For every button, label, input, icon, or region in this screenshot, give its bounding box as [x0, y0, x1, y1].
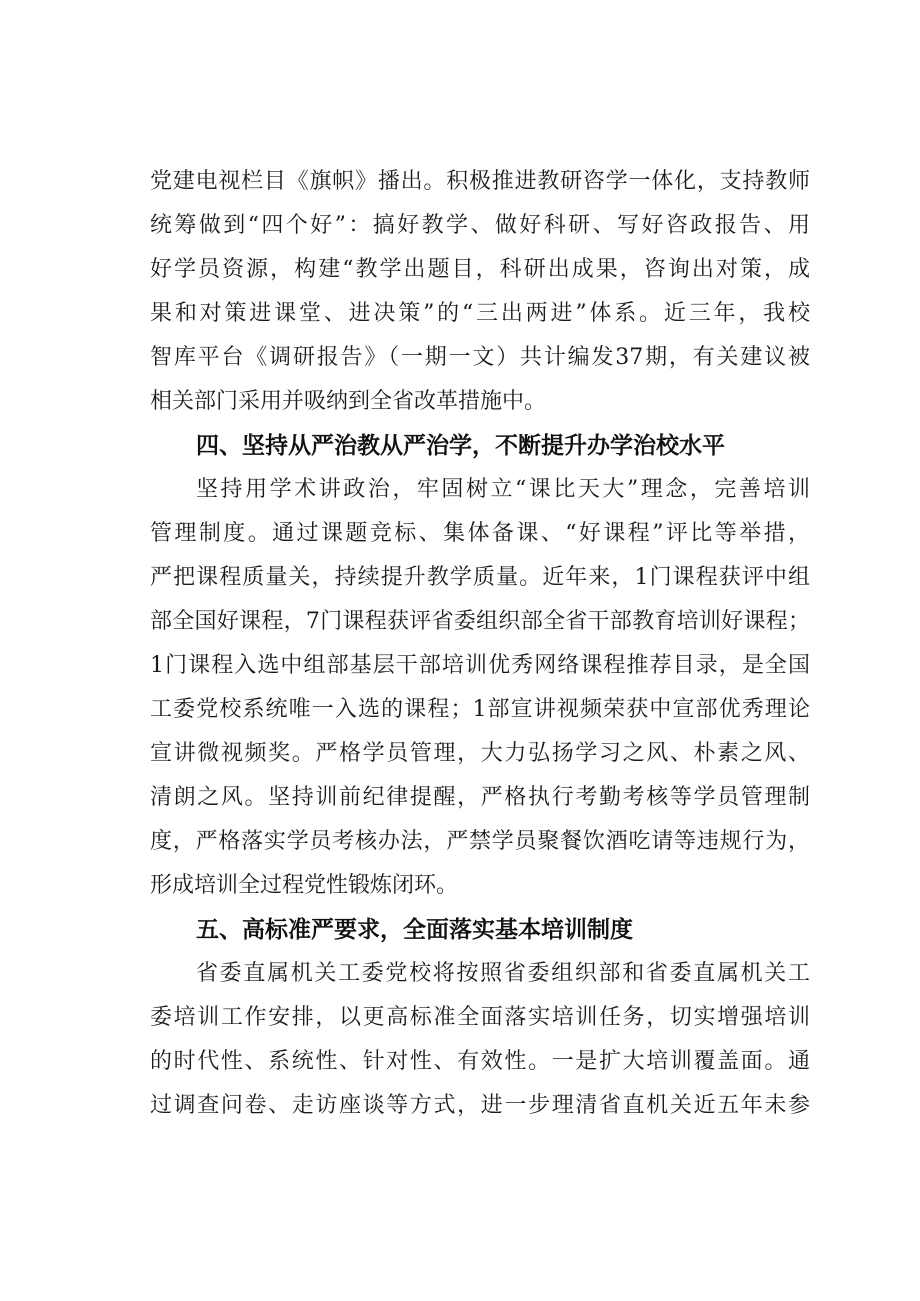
body-line: 过调查问卷、走访座谈等方式，进一步理清省直机关近五年未参 — [150, 1093, 810, 1118]
body-line: 果和对策进课堂、进决策”的“三出两进”体系。近三年，我校 — [150, 301, 810, 326]
body-line: 省委直属机关工委党校将按照省委组织部和省委直属机关工 — [196, 961, 810, 986]
body-line: 好学员资源，构建“教学出题目，科研出成果，咨询出对策，成 — [150, 257, 810, 282]
body-line: 党建电视栏目《旗帜》播出。积极推进教研咨学一体化，支持教师 — [150, 169, 810, 194]
body-line: 工委党校系统唯一入选的课程；1部宣讲视频荣获中宣部优秀理论 — [150, 697, 810, 722]
section-heading-4: 四、坚持从严治教从严治学，不断提升办学治校水平 — [196, 433, 725, 459]
body-line: 严把课程质量关，持续提升教学质量。近年来，1门课程获评中组 — [150, 565, 810, 590]
body-line: 部全国好课程，7门课程获评省委组织部全省干部教育培训好课程； — [150, 609, 810, 634]
body-line: 形成培训全过程党性锻炼闭环。 — [150, 873, 459, 898]
body-line: 管理制度。通过课题竞标、集体备课、“好课程”评比等举措， — [150, 521, 810, 546]
body-line: 委培训工作安排，以更高标准全面落实培训任务，切实增强培训 — [150, 1005, 810, 1030]
section-heading-5: 五、高标准严要求，全面落实基本培训制度 — [196, 917, 633, 943]
body-line: 的时代性、系统性、针对性、有效性。一是扩大培训覆盖面。通 — [150, 1049, 810, 1074]
body-line: 度，严格落实学员考核办法，严禁学员聚餐饮酒吃请等违规行为， — [150, 829, 810, 854]
body-line: 宣讲微视频奖。严格学员管理，大力弘扬学习之风、朴素之风、 — [150, 741, 810, 766]
body-line: 坚持用学术讲政治，牢固树立“课比天大”理念，完善培训 — [196, 477, 810, 502]
body-line: 相关部门采用并吸纳到全省改革措施中。 — [150, 389, 547, 414]
body-line: 统筹做到“四个好”：搞好教学、做好科研、写好咨政报告、用 — [150, 213, 810, 238]
body-line: 1门课程入选中组部基层干部培训优秀网络课程推荐目录，是全国 — [150, 653, 810, 678]
body-line: 智库平台《调研报告》（一期一文）共计编发37期，有关建议被 — [150, 345, 810, 370]
body-line: 清朗之风。坚持训前纪律提醒，严格执行考勤考核等学员管理制 — [150, 785, 810, 810]
